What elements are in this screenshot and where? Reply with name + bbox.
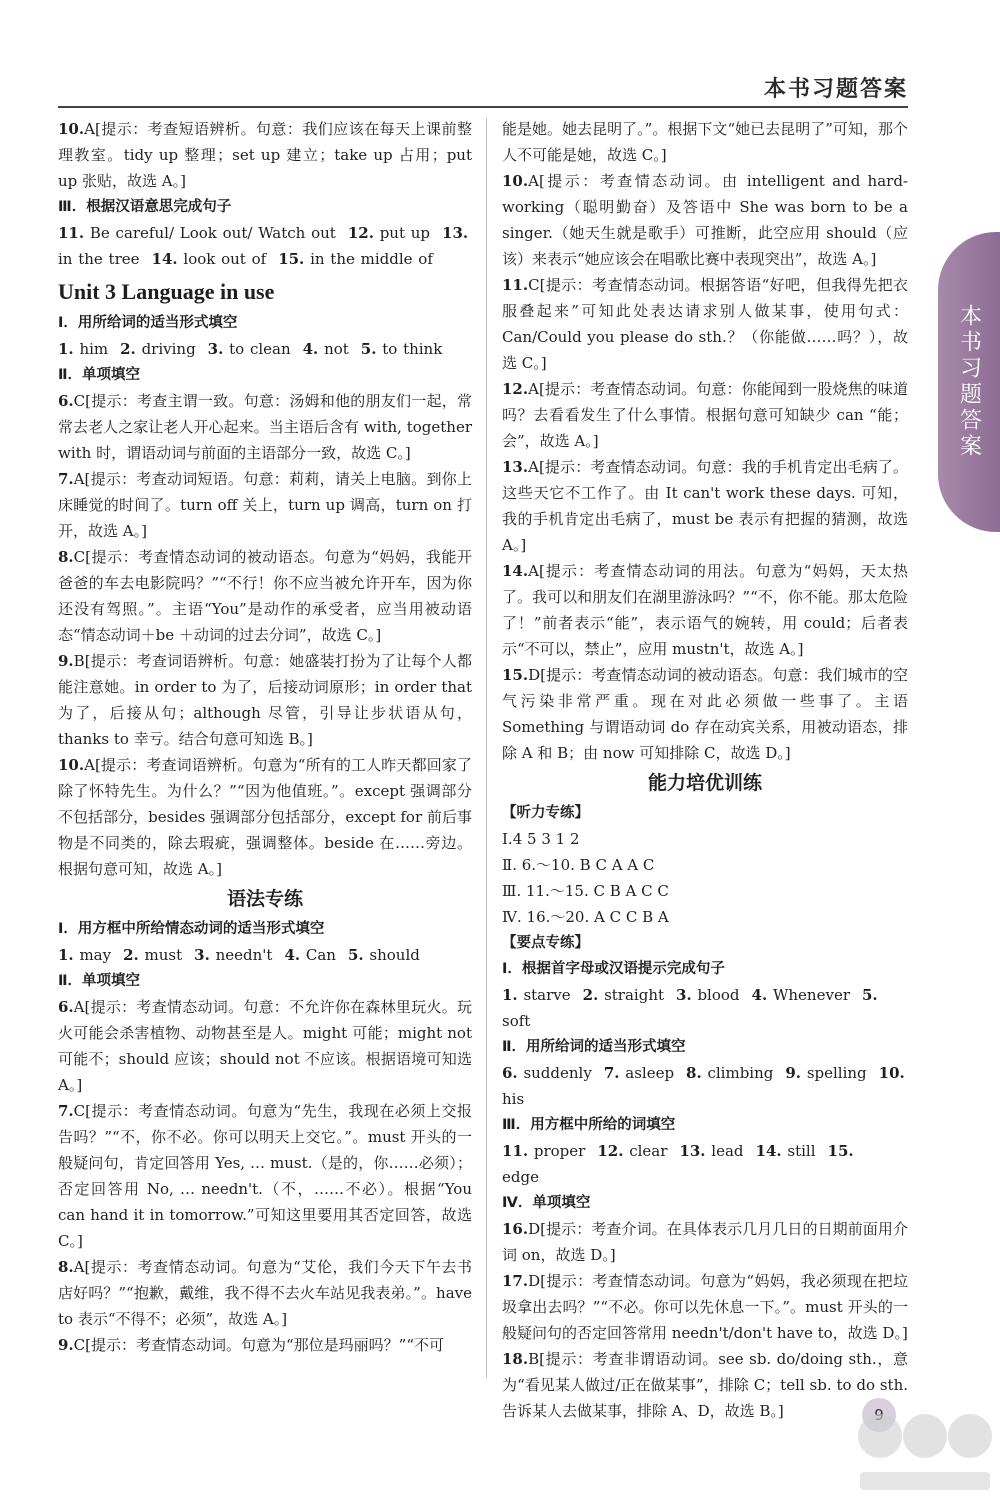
item-number: 10.	[502, 172, 529, 190]
fill-answers	[58, 942, 472, 968]
answer-item	[58, 116, 472, 194]
fill-answer	[58, 224, 336, 242]
fill-number: 2.	[582, 986, 599, 1004]
section-heading: Ⅱ．用所给词的适当形式填空	[502, 1039, 686, 1055]
fill-number: 13.	[679, 1142, 706, 1160]
answer-item	[502, 1216, 908, 1268]
item-text: A[提示：考查情态动词。句意：我的手机肯定出毛病了。这些天它不工作了。由 It can't work these days. 可知，我的手机肯定出毛病了，must be 表示有把握的猜测，故选 A。]	[502, 458, 908, 554]
item-number: 17.	[502, 1272, 529, 1290]
item-text: A[提示：考查动词短语。句意：莉莉，请关上电脑。到你上床睡觉的时间了。turn off 关上，turn up 调高，turn on 打开，故选 A。]	[58, 470, 472, 540]
fill-text: starve	[517, 986, 571, 1004]
fill-text: should	[363, 946, 420, 964]
side-tab-label: 本书习题答案	[956, 304, 982, 460]
fill-answer	[58, 946, 111, 964]
fill-text: put up	[373, 224, 431, 242]
item-text: A[提示：考查短语辨析。句意：我们应该在每天上课前整理教室。tidy up 整理；set up 建立；take up 占用；put up 张贴，故选 A。]	[58, 120, 472, 190]
fill-answers	[58, 220, 472, 272]
answer-item	[502, 1268, 908, 1346]
item-text: A[提示：考查情态动词的用法。句意为“妈妈，天太热了。我可以和朋友们在湖里游泳吗？”“不，你不能。那太危险了！”前者表示“能”，表示语气的婉转，用 could；后者表示“不可以，禁止”，应用 mustn't，故选 A。]	[502, 562, 908, 658]
fill-answer	[58, 340, 108, 358]
fill-number: 2.	[123, 946, 139, 964]
fill-answers	[58, 336, 472, 362]
left-column	[58, 116, 472, 1358]
item-text: C[提示：考查情态动词。句意为“那位是玛丽吗？”“不可	[73, 1336, 445, 1354]
fill-answers	[502, 982, 908, 1034]
fill-text: must	[138, 946, 183, 964]
fill-text: look out of	[177, 250, 267, 268]
answer-item	[502, 168, 908, 272]
fill-number: 4.	[751, 986, 768, 1004]
answer-item	[502, 454, 908, 558]
item-number: 16.	[502, 1220, 529, 1238]
fill-text: driving	[135, 340, 196, 358]
fill-answer	[597, 1142, 667, 1160]
item-text: D[提示：考查情态动词的被动语态。句意：我们城市的空气污染非常严重。现在对此必须做一些事了。主语 Something 与谓语动词 do 存在动宾关系，用被动语态，排除 A 和 B；由 now 可知排除 C，故选 D。]	[502, 666, 908, 762]
item-text: A[提示：考查情态动词。由 intelligent and hard-working（聪明勤奋）及答语中 She was born to be a singer.（她天生就是歌手）可推断，此空应用 should（应该）来表示“她应该会在唱歌比赛中表现突出”，故选 A。]	[502, 172, 908, 268]
fill-answer	[303, 340, 349, 358]
fill-text: proper	[528, 1142, 586, 1160]
fill-answer	[686, 1064, 773, 1082]
fill-answer	[502, 986, 571, 1004]
fill-number: 12.	[347, 224, 374, 242]
fill-number: 1.	[58, 946, 74, 964]
fill-number: 3.	[676, 986, 692, 1004]
fill-answer	[194, 946, 272, 964]
item-text: A[提示：考查情态动词。句意：不允许你在森林里玩火。玩火可能会杀害植物、动物甚至是人。might 可能；might not 可能不；should 应该；should not 不应该。根据语境可知选 A。]	[58, 998, 472, 1094]
header-rule	[58, 106, 908, 108]
section-heading: Ⅰ．用方框中所给情态动词的适当形式填空	[58, 921, 325, 937]
fill-answer	[785, 1064, 866, 1082]
fill-text: clear	[623, 1142, 668, 1160]
section-title: 语法专练	[226, 888, 303, 910]
fill-text: climbing	[701, 1064, 774, 1082]
answer-item	[58, 466, 472, 544]
fill-number: 14.	[755, 1142, 782, 1160]
item-number: 13.	[502, 458, 529, 476]
item-text: B[提示：考查词语辨析。句意：她盛装打扮为了让每个人都能注意她。in order to 为了，后接动词原形；in order that 为了，后接从句；although 尽管，引导让步状语从句，thanks to 幸亏。结合句意可知选 B。]	[58, 652, 472, 748]
fill-number: 4.	[302, 340, 319, 358]
fill-text: suddenly	[517, 1064, 592, 1082]
answer-item	[502, 1346, 908, 1424]
item-text: A[提示：考查情态动词。句意为“艾伦，我们今天下午去书店好吗？”“抱歉，戴维，我不得不去火车站见我表弟。”。have to 表示“不得不；必须”，故选 A。]	[58, 1258, 472, 1328]
fill-answer	[583, 986, 664, 1004]
item-number: 7.	[58, 1102, 74, 1120]
fill-number: 1.	[58, 340, 74, 358]
item-number: 10.	[58, 120, 85, 138]
fill-text: straight	[598, 986, 665, 1004]
fill-text: in the middle of	[304, 250, 433, 268]
fill-answer	[502, 1064, 592, 1082]
section-heading: 【要点专练】	[502, 935, 589, 951]
fill-number: 7.	[603, 1064, 620, 1082]
fill-answer	[348, 224, 430, 242]
item-text: A[提示：考查词语辨析。句意为“所有的工人昨天都回家了除了怀特先生。为什么？”“因为他值班。”。except 强调部分不包括部分，besides 强调部分包括部分，except for 前后事物是不同类的，除去瑕疵，强调整体。beside 在……旁边。根据句意可知，故选 A。]	[58, 756, 472, 878]
fill-answer	[502, 1142, 585, 1160]
fill-text: him	[73, 340, 109, 358]
item-text: C[提示：考查情态动词。句意为“先生，我现在必须上交报告吗？”“不，你不必。你可以明天上交它。”。must 开头的一般疑问句，肯定回答用 Yes, … must.（是的，你……必须）；否定回答用 No, … needn't.（不，……不必）。根据“You can hand it in tomorrow.”可知这里要用其否定回答，故选 C。]	[58, 1102, 472, 1250]
fill-answer	[348, 946, 420, 964]
fill-text: blood	[691, 986, 740, 1004]
answer-line: Ⅲ. 11.～15. C B A C C	[502, 882, 669, 900]
fill-answer	[361, 340, 443, 358]
fill-number: 3.	[207, 340, 224, 358]
fill-number: 5.	[360, 340, 377, 358]
fill-number: 11.	[502, 1142, 529, 1160]
item-number: 15.	[502, 666, 529, 684]
fill-answer	[752, 986, 850, 1004]
item-number: 14.	[502, 562, 529, 580]
item-text: A[提示：考查情态动词。句意：你能闻到一股烧焦的味道吗？去看看发生了什么事情。根据句意可知缺少 can “能；会”，故选 A。]	[502, 380, 908, 450]
answer-item	[58, 1098, 472, 1254]
section-heading: Ⅳ．单项填空	[502, 1195, 591, 1211]
fill-text: lead	[705, 1142, 744, 1160]
item-text: B[提示：考查非谓语动词。see sb. do/doing sth.，意为“看见某人做过/正在做某事”，排除 C；tell sb. to do sth. 告诉某人去做某事，排除 A、D，故选 B。]	[502, 1350, 908, 1420]
column-divider	[486, 118, 487, 1378]
fill-text: needn't	[209, 946, 273, 964]
fill-answer	[756, 1142, 816, 1160]
fill-number: 3.	[194, 946, 210, 964]
section-heading: Ⅲ．根据汉语意思完成句子	[58, 199, 232, 215]
item-number: 8.	[58, 1258, 74, 1276]
fill-number: 13.	[442, 224, 469, 242]
item-number: 8.	[58, 548, 74, 566]
fill-number: 12.	[597, 1142, 624, 1160]
fill-number: 6.	[502, 1064, 518, 1082]
item-text: C[提示：考查情态动词的被动语态。句意为“妈妈，我能开爸爸的车去电影院吗？”“不行！你不应当被允许开车，因为你还没有驾照。”。主语“You”是动作的承受者，应当用被动语态“情态动词＋be ＋动词的过去分词”，故选 C。]	[58, 548, 472, 644]
fill-number: 5.	[347, 946, 364, 964]
fill-answer	[123, 946, 182, 964]
fill-number: 9.	[785, 1064, 802, 1082]
fill-answer	[208, 340, 291, 358]
fill-number: 2.	[120, 340, 136, 358]
fill-text: not	[318, 340, 349, 358]
answer-item	[58, 1332, 472, 1358]
answer-item	[58, 544, 472, 648]
fill-text: Be careful/ Look out/ Watch out	[84, 224, 336, 242]
fill-answer	[278, 250, 433, 268]
answer-item	[502, 272, 908, 376]
watermark-logo	[850, 1396, 1000, 1498]
fill-text: edge	[502, 1168, 539, 1186]
answer-item	[502, 558, 908, 662]
right-column	[502, 116, 908, 1424]
answer-line: Ⅳ. 16.～20. A C C B A	[502, 908, 669, 926]
answer-item	[58, 648, 472, 752]
section-heading: Ⅲ．用方框中所给的词填空	[502, 1117, 676, 1133]
item-text: D[提示：考查介词。在具体表示几月几日的日期前面用介词 on，故选 D。]	[502, 1220, 908, 1264]
fill-number: 8.	[686, 1064, 702, 1082]
fill-text: Whenever	[767, 986, 850, 1004]
answer-line: Ⅱ. 6.～10. B C A A C	[502, 856, 655, 874]
unit-title: Unit 3 Language in use	[58, 279, 275, 304]
page-header-title: 本书习题答案	[763, 76, 908, 102]
item-text: D[提示：考查情态动词。句意为“妈妈，我必须现在把垃圾拿出去吗？”“不必。你可以先休息一下。”。must 开头的一般疑问句的否定回答常用 needn't/don't have to，故选 D。]	[502, 1272, 908, 1342]
fill-text: spelling	[801, 1064, 867, 1082]
item-number: 12.	[502, 380, 529, 398]
fill-answers	[502, 1138, 908, 1190]
fill-text: asleep	[619, 1064, 675, 1082]
side-tab	[938, 232, 1000, 532]
fill-text: soft	[502, 1012, 531, 1030]
fill-number: 10.	[878, 1064, 905, 1082]
fill-number: 15.	[827, 1142, 854, 1160]
fill-text: his	[502, 1090, 525, 1108]
fill-text: Can	[300, 946, 336, 964]
answer-item	[58, 752, 472, 882]
fill-text: to think	[376, 340, 443, 358]
item-number: 6.	[58, 998, 74, 1016]
fill-text: still	[781, 1142, 816, 1160]
section-title: 能力培优训练	[647, 772, 762, 794]
fill-number: 4.	[284, 946, 301, 964]
answer-item	[502, 376, 908, 454]
fill-text: to clean	[223, 340, 291, 358]
fill-text: may	[73, 946, 112, 964]
section-heading: Ⅱ．单项填空	[58, 367, 141, 383]
fill-number: 5.	[862, 986, 878, 1004]
fill-answer	[120, 340, 196, 358]
item-number: 6.	[58, 392, 74, 410]
fill-answer	[676, 986, 740, 1004]
section-heading: Ⅱ．单项填空	[58, 973, 141, 989]
fill-answer	[284, 946, 336, 964]
section-heading: Ⅰ．根据首字母或汉语提示完成句子	[502, 961, 725, 977]
answer-item	[58, 994, 472, 1098]
answer-line: Ⅰ.4 5 3 1 2	[502, 830, 580, 848]
answer-item	[58, 1254, 472, 1332]
item-number: 9.	[58, 652, 74, 670]
fill-number: 1.	[502, 986, 518, 1004]
item-number: 7.	[58, 470, 74, 488]
fill-number: 14.	[151, 250, 178, 268]
fill-answer	[152, 250, 267, 268]
fill-answers	[502, 1060, 908, 1112]
item-number: 11.	[502, 276, 529, 294]
item-number: 9.	[58, 1336, 74, 1354]
answer-line: 能是她。她去昆明了。”。根据下文“她已去昆明了”可知，那个人不可能是她，故选 C。]	[502, 120, 908, 164]
item-text: C[提示：考查情态动词。根据答语“好吧，但我得先把衣服叠起来”可知此处表达请求别人做某事，使用句式：Can/Could you please do sth.？（你能做……吗？），故选 C。]	[502, 276, 908, 372]
answer-item	[502, 662, 908, 766]
fill-answer	[679, 1142, 743, 1160]
item-number: 10.	[58, 756, 85, 774]
fill-number: 11.	[58, 224, 85, 242]
fill-number: 15.	[278, 250, 305, 268]
answer-item	[58, 388, 472, 466]
section-heading: Ⅰ．用所给词的适当形式填空	[58, 315, 238, 331]
section-heading: 【听力专练】	[502, 805, 589, 821]
item-number: 18.	[502, 1350, 529, 1368]
fill-text: in the tree	[58, 250, 140, 268]
item-text: C[提示：考查主谓一致。句意：汤姆和他的朋友们一起，常常去老人之家让老人开心起来。当主语后含有 with, together with 时，谓语动词与前面的主语部分一致，故选 C。]	[58, 392, 472, 462]
fill-answer	[604, 1064, 674, 1082]
